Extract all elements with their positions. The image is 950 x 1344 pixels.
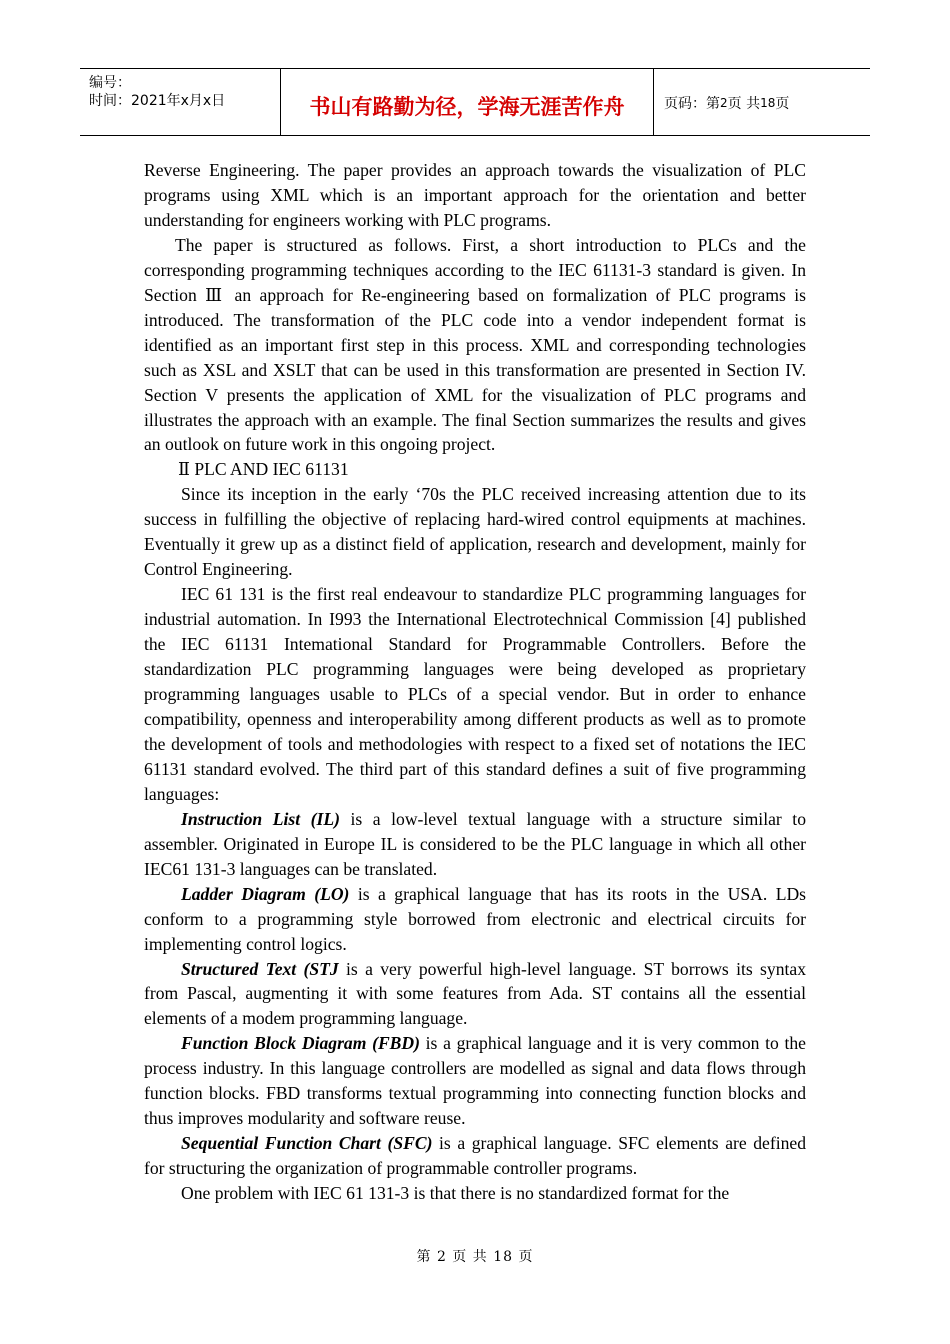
- paragraph-plc-history: Since its inception in the early ‘70s the PLC received increasing attention due to its success in fulfilling the objective of replacing hard-wired control equipments at machines. Eventually it grew up as a distinct field of application, research and development, mainly for Control Engineering.: [144, 484, 806, 580]
- term-structured-text: Structured Text (STJ: [181, 958, 339, 979]
- paragraph-sequential-chart: [144, 1131, 806, 1181]
- document-body: [144, 158, 806, 1206]
- section-heading: Ⅱ PLC AND IEC 61131: [178, 459, 349, 480]
- page-total: 18: [760, 96, 776, 110]
- document-number-label: 编号：: [89, 75, 131, 91]
- paragraph-last: One problem with IEC 61 131-3 is that there is no standardized format for the: [181, 1183, 730, 1204]
- page-header: [80, 68, 870, 136]
- paragraph-intro-end: Reverse Engineering. The paper provides an approach towards the visualization of PLC programs using XML which is an important approach for the orientation and better understanding for engineers working with PLC programs.: [144, 160, 806, 230]
- page-footer: 第 2 页 共 18 页: [416, 1249, 534, 1265]
- header-info-cell: [80, 69, 281, 135]
- paragraph-instruction-list: [144, 807, 806, 882]
- term-function-block: Function Block Diagram (FBD): [181, 1033, 420, 1054]
- paragraph-function-block: [144, 1031, 806, 1131]
- page-suffix: 页: [775, 96, 790, 112]
- text-ladder-diagram: is a graphical language that has its roots in the USA. LDs conform to a programming style borrowed from electronic and electrical circuits for implementing control logics.: [144, 883, 807, 954]
- text-instruction-list: is a low-level textual language with a structure similar to assembler. Originated in Europe IL is considered to be the PLC language in which all other IEC61 131-3 languages can be translated.: [144, 808, 806, 879]
- document-date: 时间：2021年x月x日: [89, 93, 226, 109]
- text-function-block: is a graphical language and it is very common to the process industry. In this language controllers are modelled as signal and data flows through function blocks. FBD transforms textual programming into connecting function blocks and thus improves modularity and software reuse.: [144, 1033, 806, 1129]
- page-mid: 页 共: [727, 96, 761, 112]
- text-structured-text: is a very powerful high-level language. ST borrows its syntax from Pascal, augmenting it with some features from Ada. ST contains all the essential elements of a modem programming language.: [144, 958, 806, 1029]
- header-motto: 书山有路勤为径，学海无涯苦作舟: [281, 69, 654, 135]
- term-instruction-list: Instruction List (IL): [181, 808, 340, 829]
- page-prefix: 页码：第: [664, 96, 720, 112]
- term-sequential-chart: Sequential Function Chart (SFC): [181, 1133, 433, 1154]
- term-ladder-diagram: Ladder Diagram (LO): [181, 883, 350, 904]
- text-sequential-chart: is a graphical language. SFC elements are defined for structuring the organization of programmable controller programs.: [144, 1133, 807, 1179]
- paragraph-ladder-diagram: [144, 882, 806, 957]
- paragraph-iec-standard: IEC 61 131 is the first real endeavour to standardize PLC programming languages for industrial automation. In I993 the International Electrotechnical Commission [4] published the IEC 61131 Intemational Standard for Programmable Controllers. Before the standardization PLC programming languages were being developed as proprietary programming languages usable to PLCs of a special vendor. But in order to enhance compatibility, openness and interoperability among different products as well as to promote the development of tools and methodologies with respect to a fixed set of notations the IEC 61131 standard evolved. The third part of this standard defines a suit of five programming languages:: [144, 584, 806, 804]
- page-number: 2: [720, 96, 728, 110]
- paragraph-structured-text: [144, 957, 806, 1032]
- header-page-info: [654, 69, 870, 135]
- paragraph-structure: The paper is structured as follows. First, a short introduction to PLCs and the corresponding programming techniques according to the IEC 61131-3 standard is given. In Section Ⅲ an approach for Re-engineering based on formalization of PLC programs is introduced. The transformation of the PLC code into a vendor independent format is identified as an important first step in this process. XML and corresponding technologies such as XSL and XSLT that can be used in this transformation are presented in Section IV. Section V presents the application of XML for the visualization of PLC programs and illustrates the approach with an example. The final Section summarizes the results and gives an outlook on future work in this ongoing project.: [144, 234, 806, 455]
